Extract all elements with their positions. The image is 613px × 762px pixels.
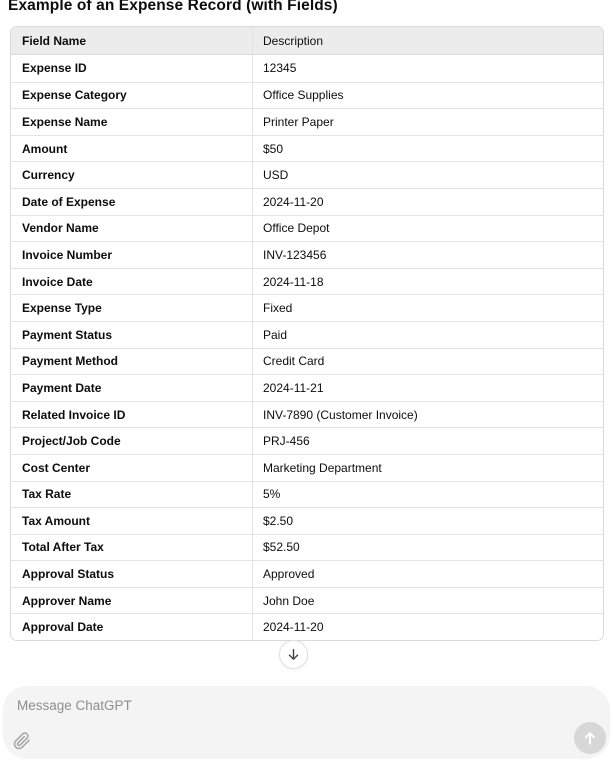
field-name-cell: Currency bbox=[11, 162, 253, 188]
page-title: Example of an Expense Record (with Fields) bbox=[8, 0, 338, 14]
description-cell: INV-123456 bbox=[263, 247, 327, 262]
field-name-cell: Tax Rate bbox=[11, 482, 253, 508]
description-cell: USD bbox=[263, 168, 289, 183]
message-input[interactable] bbox=[17, 698, 577, 720]
table-row bbox=[11, 454, 603, 481]
description-cell: $50 bbox=[263, 141, 284, 156]
description-cell: 2024-11-18 bbox=[263, 274, 324, 289]
table-row bbox=[11, 560, 603, 587]
field-name-cell: Approver Name bbox=[11, 588, 253, 614]
field-name-cell: Total After Tax bbox=[11, 535, 253, 561]
field-name-cell: Vendor Name bbox=[11, 216, 253, 242]
field-name-cell: Expense Category bbox=[11, 83, 253, 109]
description-cell: 12345 bbox=[263, 61, 297, 76]
description-cell: 2024-11-21 bbox=[263, 380, 324, 395]
table-row bbox=[11, 613, 603, 640]
table-row bbox=[11, 55, 603, 82]
field-name-cell: Payment Status bbox=[11, 322, 253, 348]
field-name-cell: Amount bbox=[11, 136, 253, 162]
table-row bbox=[11, 161, 603, 188]
description-cell: Printer Paper bbox=[263, 114, 334, 129]
table-row bbox=[11, 188, 603, 215]
table-row bbox=[11, 215, 603, 242]
description-cell: 2024-11-20 bbox=[263, 194, 324, 209]
description-cell: Paid bbox=[263, 327, 288, 342]
arrow-up-icon bbox=[582, 730, 598, 746]
description-cell: 2024-11-20 bbox=[263, 620, 324, 635]
table-row bbox=[11, 348, 603, 375]
table-row bbox=[11, 427, 603, 454]
field-name-cell: Invoice Number bbox=[11, 242, 253, 268]
table-row bbox=[11, 294, 603, 321]
description-cell: Office Supplies bbox=[263, 88, 344, 103]
field-name-cell: Project/Job Code bbox=[11, 428, 253, 454]
description-cell: 5% bbox=[263, 487, 281, 502]
paperclip-icon bbox=[13, 732, 31, 753]
scroll-to-bottom-button[interactable] bbox=[279, 640, 308, 669]
field-name-cell: Expense ID bbox=[11, 55, 253, 82]
table-header-description: Description bbox=[263, 33, 324, 48]
table-row bbox=[11, 534, 603, 561]
table-row bbox=[11, 587, 603, 614]
table-row bbox=[11, 135, 603, 162]
table-row bbox=[11, 82, 603, 109]
field-name-cell: Related Invoice ID bbox=[11, 402, 253, 428]
table-header-row bbox=[11, 27, 603, 55]
field-name-cell: Cost Center bbox=[11, 455, 253, 481]
expense-table-body bbox=[11, 55, 603, 640]
field-name-cell: Payment Date bbox=[11, 375, 253, 401]
field-name-cell: Approval Date bbox=[11, 614, 253, 640]
field-name-cell: Expense Name bbox=[11, 109, 253, 135]
description-cell: $52.50 bbox=[263, 540, 300, 555]
field-name-cell: Payment Method bbox=[11, 349, 253, 375]
message-composer bbox=[3, 686, 610, 759]
description-cell: Marketing Department bbox=[263, 460, 382, 475]
table-header-field-name: Field Name bbox=[11, 27, 253, 54]
attach-file-button[interactable] bbox=[11, 731, 33, 753]
field-name-cell: Invoice Date bbox=[11, 269, 253, 295]
expense-record-table bbox=[10, 26, 604, 641]
field-name-cell: Date of Expense bbox=[11, 189, 253, 215]
field-name-cell: Tax Amount bbox=[11, 508, 253, 534]
description-cell: PRJ-456 bbox=[263, 434, 310, 449]
description-cell: Fixed bbox=[263, 301, 293, 316]
table-row bbox=[11, 241, 603, 268]
description-cell: Credit Card bbox=[263, 354, 325, 369]
table-row bbox=[11, 268, 603, 295]
field-name-cell: Expense Type bbox=[11, 295, 253, 321]
table-row bbox=[11, 321, 603, 348]
field-name-cell: Approval Status bbox=[11, 561, 253, 587]
description-cell: Approved bbox=[263, 567, 315, 582]
table-row bbox=[11, 108, 603, 135]
send-message-button[interactable] bbox=[574, 722, 606, 754]
description-cell: Office Depot bbox=[263, 221, 330, 236]
table-row bbox=[11, 481, 603, 508]
table-row bbox=[11, 374, 603, 401]
arrow-down-icon bbox=[286, 647, 301, 662]
description-cell: John Doe bbox=[263, 593, 315, 608]
table-row bbox=[11, 507, 603, 534]
description-cell: INV-7890 (Customer Invoice) bbox=[263, 407, 418, 422]
table-row bbox=[11, 401, 603, 428]
description-cell: $2.50 bbox=[263, 513, 294, 528]
